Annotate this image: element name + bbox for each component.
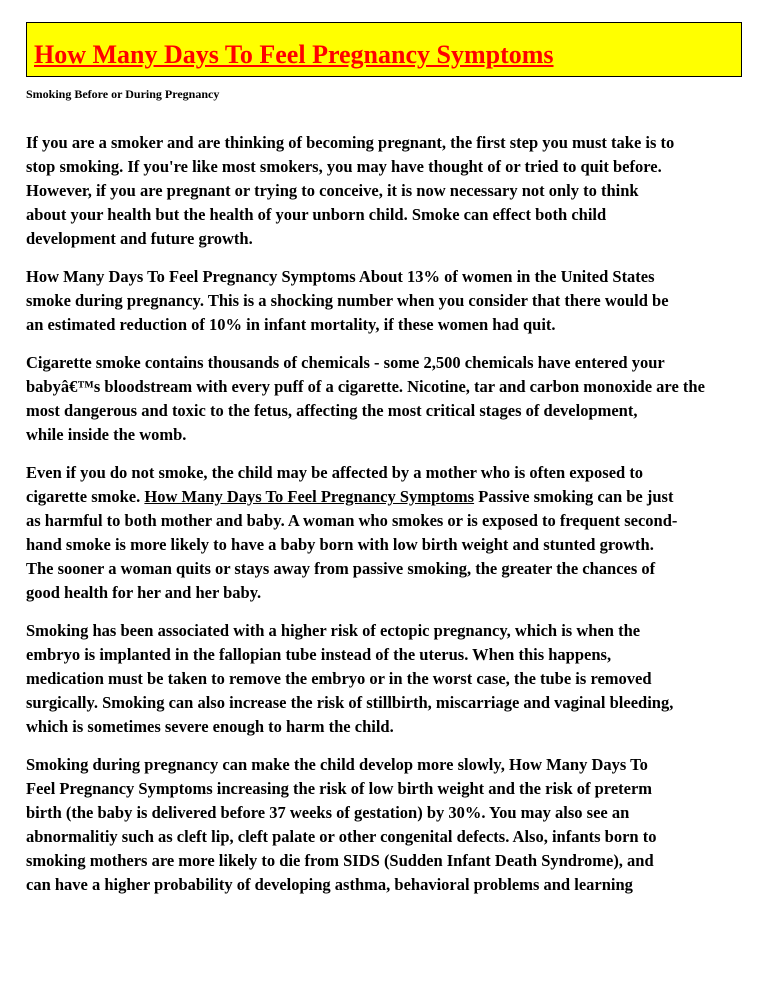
text-line: smoke during pregnancy. This is a shocking number when you consider that there would be xyxy=(26,291,669,310)
text-line: birth (the baby is delivered before 37 weeks of gestation) by 30%. You may also see an xyxy=(26,803,630,822)
text-line: which is sometimes severe enough to harm the child. xyxy=(26,717,394,736)
text-line: development and future growth. xyxy=(26,229,253,248)
text-segment: cigarette smoke. xyxy=(26,487,145,506)
page-title[interactable]: How Many Days To Feel Pregnancy Symptoms xyxy=(34,40,554,69)
text-line: babyâ€™s bloodstream with every puff of a cigarette. Nicotine, tar and carbon monoxide are the xyxy=(26,377,705,396)
text-line: abnormalitiy such as cleft lip, cleft palate or other congenital defects. Also, infants born to xyxy=(26,827,657,846)
text-line: hand smoke is more likely to have a baby born with low birth weight and stunted growth. xyxy=(26,535,654,554)
text-line: smoking mothers are more likely to die from SIDS (Sudden Infant Death Syndrome), and xyxy=(26,851,654,870)
text-line: most dangerous and toxic to the fetus, affecting the most critical stages of development, xyxy=(26,401,638,420)
text-line: surgically. Smoking can also increase the risk of stillbirth, miscarriage and vaginal bleeding, xyxy=(26,693,674,712)
text-line: Smoking during pregnancy can make the child develop more slowly, How Many Days To xyxy=(26,755,648,774)
title-banner xyxy=(26,22,742,77)
text-line: Smoking has been associated with a higher risk of ectopic pregnancy, which is when the xyxy=(26,621,641,640)
paragraph-2 xyxy=(26,265,768,337)
paragraph-6 xyxy=(26,753,768,897)
text-line: good health for her and her baby. xyxy=(26,583,262,602)
text-line: medication must be taken to remove the embryo or in the worst case, the tube is removed xyxy=(26,669,652,688)
text-line: can have a higher probability of developing asthma, behavioral problems and learning xyxy=(26,875,633,894)
text-line-with-link xyxy=(26,485,768,509)
symptoms-link[interactable]: How Many Days To Feel Pregnancy Symptoms xyxy=(144,487,475,506)
paragraph-3 xyxy=(26,351,768,447)
text-line: while inside the womb. xyxy=(26,425,187,444)
text-line: about your health but the health of your unborn child. Smoke can effect both child xyxy=(26,205,607,224)
text-segment: Passive smoking can be just xyxy=(474,487,674,506)
page-subtitle: Smoking Before or During Pregnancy xyxy=(26,87,220,101)
paragraph-1 xyxy=(26,131,768,251)
text-line: as harmful to both mother and baby. A woman who smokes or is exposed to frequent second- xyxy=(26,511,678,530)
text-line: Even if you do not smoke, the child may be affected by a mother who is often exposed to xyxy=(26,463,644,482)
text-line: an estimated reduction of 10% in infant mortality, if these women had quit. xyxy=(26,315,556,334)
paragraph-5 xyxy=(26,619,768,739)
text-line: embryo is implanted in the fallopian tube instead of the uterus. When this happens, xyxy=(26,645,612,664)
text-line: The sooner a woman quits or stays away from passive smoking, the greater the chances of xyxy=(26,559,656,578)
text-line: Feel Pregnancy Symptoms increasing the risk of low birth weight and the risk of preterm xyxy=(26,779,653,798)
article-body xyxy=(26,131,768,911)
text-line: If you are a smoker and are thinking of becoming pregnant, the first step you must take is to xyxy=(26,133,675,152)
paragraph-4 xyxy=(26,461,768,605)
text-line: How Many Days To Feel Pregnancy Symptoms About 13% of women in the United States xyxy=(26,267,655,286)
text-line: Cigarette smoke contains thousands of chemicals - some 2,500 chemicals have entered your xyxy=(26,353,665,372)
text-line: stop smoking. If you're like most smokers, you may have thought of or tried to quit before. xyxy=(26,157,662,176)
text-line: However, if you are pregnant or trying to conceive, it is now necessary not only to think xyxy=(26,181,639,200)
